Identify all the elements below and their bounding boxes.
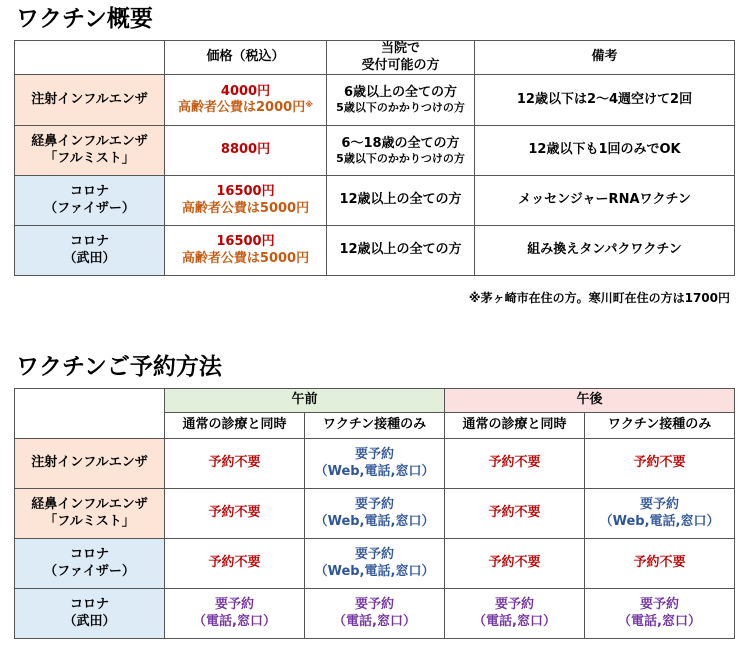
booking-line1: 予約不要 [488, 505, 541, 521]
vaccine-name-line2: 「フルミスト」 [44, 150, 135, 166]
booking-cell [585, 539, 735, 589]
blank-header-cell [15, 389, 165, 439]
vaccine-name [15, 126, 165, 176]
booking-cell [585, 589, 735, 639]
table-row [15, 176, 735, 226]
eligible-header-line2: 受付可能の方 [361, 57, 440, 73]
vaccine-name [15, 226, 165, 276]
booking-line1: 要予約 [355, 597, 395, 613]
reservation-table [14, 388, 735, 639]
eligible-cell [327, 75, 475, 126]
price-line2: 高齢者公費は5000円 [181, 250, 310, 266]
pm-regular-header: 通常の診療と同時 [445, 413, 585, 439]
booking-line1: 予約不要 [208, 555, 261, 571]
booking-cell [585, 489, 735, 539]
booking-cell [165, 489, 305, 539]
vaccine-name [15, 439, 165, 489]
booking-line1: 予約不要 [208, 505, 261, 521]
vaccine-name [15, 589, 165, 639]
vaccine-name-line1: 注射インフルエンザ [31, 91, 148, 107]
am-vaccine-only-header: ワクチン接種のみ [305, 413, 445, 439]
vaccine-name-line1: コロナ [69, 597, 109, 613]
note-cell: 12歳以下は2～4週空けて2回 [475, 75, 735, 126]
booking-line1: 要予約 [355, 497, 395, 513]
booking-cell [445, 489, 585, 539]
reservation-title: ワクチンご予約方法 [16, 354, 222, 380]
vaccine-name-line1: コロナ [69, 547, 109, 563]
price-cell [165, 126, 327, 176]
booking-cell [445, 539, 585, 589]
table-row [15, 226, 735, 276]
vaccine-name-line2: （武田） [63, 250, 116, 266]
eligible-cell: 12歳以上の全ての方 [327, 226, 475, 276]
booking-line2: （Web,電話,窓口） [314, 563, 435, 579]
eligible-line2: 5歳以下のかかりつけの方 [336, 101, 465, 115]
booking-line1: 要予約 [495, 597, 535, 613]
am-regular-header: 通常の診療と同時 [165, 413, 305, 439]
vaccine-overview-table [14, 40, 735, 276]
booking-cell [305, 589, 445, 639]
price-line2: 高齢者公費は5000円 [181, 200, 310, 216]
vaccine-name-line2: （ファイザー） [44, 563, 135, 579]
booking-cell [165, 589, 305, 639]
table-row [15, 126, 735, 176]
am-header: 午前 [165, 389, 445, 413]
booking-line2: （電話,窓口） [618, 613, 701, 629]
pm-vaccine-only-header: ワクチン接種のみ [585, 413, 735, 439]
table-row [15, 589, 735, 639]
booking-cell [305, 439, 445, 489]
booking-line2: （電話,窓口） [193, 613, 276, 629]
eligible-cell [327, 126, 475, 176]
vaccine-name [15, 539, 165, 589]
booking-line1: 要予約 [355, 547, 395, 563]
vaccine-name-line2: 「フルミスト」 [44, 513, 135, 529]
overview-title: ワクチン概要 [16, 6, 153, 32]
vaccine-name-line1: 経鼻インフルエンザ [31, 497, 148, 513]
booking-cell [445, 589, 585, 639]
notes-header: 備考 [475, 41, 735, 75]
price-header: 価格（税込） [165, 41, 327, 75]
eligible-header [327, 41, 475, 75]
table-row [15, 489, 735, 539]
booking-line2: （電話,窓口） [333, 613, 416, 629]
eligible-line1: 6～18歳の全ての方 [341, 135, 460, 151]
booking-line2: （Web,電話,窓口） [314, 463, 435, 479]
booking-line1: 要予約 [214, 597, 254, 613]
footnote-mark: ※ [305, 100, 313, 109]
booking-line1: 要予約 [355, 447, 395, 463]
price-cell [165, 176, 327, 226]
vaccine-name-line1: コロナ [69, 234, 109, 250]
vaccine-name [15, 489, 165, 539]
pm-header: 午後 [445, 389, 735, 413]
vaccine-name [15, 75, 165, 126]
table-row [15, 75, 735, 126]
booking-line1: 要予約 [640, 597, 680, 613]
price-line1: 16500円 [216, 234, 275, 250]
booking-line2: （Web,電話,窓口） [599, 513, 720, 529]
vaccine-name-line1: 注射インフルエンザ [31, 455, 148, 471]
booking-line1: 予約不要 [633, 455, 686, 471]
note-cell: 12歳以下も1回のみでOK [475, 126, 735, 176]
eligible-line1: 6歳以上の全ての方 [343, 85, 458, 100]
booking-line1: 予約不要 [208, 455, 261, 471]
note-cell: メッセンジャーRNAワクチン [475, 176, 735, 226]
booking-cell [585, 439, 735, 489]
eligible-header-line1: 当院で [380, 41, 420, 57]
booking-line2: （電話,窓口） [473, 613, 556, 629]
overview-header-row [15, 41, 735, 75]
vaccine-name-line1: 経鼻インフルエンザ [31, 134, 148, 150]
booking-line1: 要予約 [640, 497, 680, 513]
booking-cell [445, 439, 585, 489]
note-cell: 組み換えタンパクワクチン [475, 226, 735, 276]
table-row [15, 439, 735, 489]
table-row [15, 539, 735, 589]
price-cell [165, 226, 327, 276]
price-cell [165, 75, 327, 126]
vaccine-name-line2: （武田） [63, 613, 116, 629]
booking-cell [305, 539, 445, 589]
booking-cell [165, 439, 305, 489]
booking-line1: 予約不要 [488, 455, 541, 471]
price-line1: 4000円 [220, 83, 271, 99]
period-header-row [15, 389, 735, 413]
price-footnote: ※茅ヶ崎市在住の方。寒川町在住の方は1700円 [468, 291, 730, 305]
price-subsidy: 高齢者公費は2000円 [178, 100, 306, 115]
eligible-cell: 12歳以上の全ての方 [327, 176, 475, 226]
booking-line1: 予約不要 [633, 555, 686, 571]
price-line1: 8800円 [220, 142, 271, 158]
blank-header-cell [15, 41, 165, 75]
booking-cell [305, 489, 445, 539]
eligible-line2: 5歳以下のかかりつけの方 [336, 151, 465, 165]
booking-cell [165, 539, 305, 589]
booking-line1: 予約不要 [488, 555, 541, 571]
vaccine-name-line1: コロナ [69, 184, 109, 200]
vaccine-name [15, 176, 165, 226]
price-line1: 16500円 [216, 184, 275, 200]
price-line2 [165, 100, 326, 116]
booking-line2: （Web,電話,窓口） [314, 513, 435, 529]
vaccine-name-line2: （ファイザー） [44, 200, 135, 216]
